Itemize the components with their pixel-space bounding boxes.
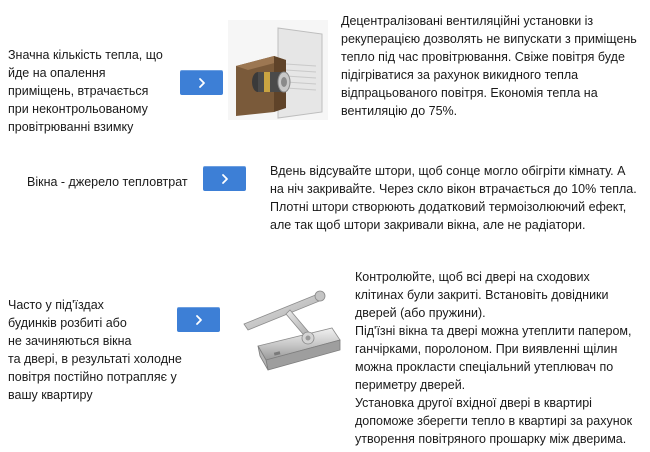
text-line: вентиляцію до 75%. bbox=[341, 104, 458, 118]
text-line: Вікна - джерело тепловтрат bbox=[27, 175, 188, 189]
text-line: відпрацьованого повітря. Економія тепла на bbox=[341, 86, 598, 100]
text-line: будинків розбиті або bbox=[8, 316, 127, 330]
text-line: Значна кількість тепла, що bbox=[8, 48, 163, 62]
text-line: утворення повітряного прошарку між дверима. bbox=[355, 432, 627, 446]
text-line: повітря постійно потрапляє у bbox=[8, 370, 177, 384]
problem-text-2 bbox=[27, 173, 188, 191]
text-line: Часто у під'їздах bbox=[8, 298, 104, 312]
text-line: ганчірками, поролоном. При виявленні щілин bbox=[355, 342, 618, 356]
text-line: допоможе зберегти тепло в квартирі за рахунок bbox=[355, 414, 633, 428]
text-line: підігріватися за рахунок викидного тепла bbox=[341, 68, 579, 82]
text-line: Плотні штори створюють додатковий термоізолюючий ефект, bbox=[270, 200, 627, 214]
text-line: Вдень відсувайте штори, щоб сонце могло обігріти кімнату. А bbox=[270, 164, 626, 178]
text-line: та двері, в результаті холодне bbox=[8, 352, 182, 366]
text-line: приміщень, втрачається bbox=[8, 84, 149, 98]
text-line: при неконтрольованому bbox=[8, 102, 148, 116]
chevron-right-icon bbox=[197, 77, 207, 89]
text-line: клітинах були закриті. Встановіть довідники bbox=[355, 288, 609, 302]
advice-text-1 bbox=[341, 12, 637, 120]
chevron-right-icon bbox=[220, 173, 230, 185]
text-line: йде на опалення bbox=[8, 66, 106, 80]
text-line: рекуперацією дозволять не випускати з приміщень bbox=[341, 32, 637, 46]
text-line: Під'їзні вікна та двері можна утеплити папером, bbox=[355, 324, 632, 338]
text-line: Контролюйте, щоб всі двері на сходових bbox=[355, 270, 590, 284]
text-line: але так щоб штори закривали вікна, але не радіатори. bbox=[270, 218, 586, 232]
text-line: провітрюванні взимку bbox=[8, 120, 134, 134]
arrow-button-3[interactable] bbox=[177, 307, 220, 332]
arrow-button-1[interactable] bbox=[180, 70, 223, 95]
text-line: дверей (або пружини). bbox=[355, 306, 486, 320]
text-line: можна прокласти спеціальний утеплювач по bbox=[355, 360, 614, 374]
advice-text-3 bbox=[355, 268, 632, 448]
arrow-button-2[interactable] bbox=[203, 166, 246, 191]
text-line: Децентралізовані вентиляційні установки із bbox=[341, 14, 594, 28]
text-line: не зачиняються вікна bbox=[8, 334, 132, 348]
problem-text-1 bbox=[8, 46, 163, 136]
chevron-right-icon bbox=[194, 314, 204, 326]
text-line: вашу квартиру bbox=[8, 388, 93, 402]
advice-text-2 bbox=[270, 162, 637, 234]
door-closer-image bbox=[240, 288, 345, 378]
problem-text-3 bbox=[8, 296, 182, 404]
text-line: Установка другої вхідної двері в квартирі bbox=[355, 396, 592, 410]
text-line: тепло під час провітрювання. Свіже повітря буде bbox=[341, 50, 625, 64]
ventilation-unit-image bbox=[228, 20, 328, 120]
text-line: на ніч закривайте. Через скло вікон втрачається до 10% тепла. bbox=[270, 182, 637, 196]
text-line: периметру дверей. bbox=[355, 378, 466, 392]
